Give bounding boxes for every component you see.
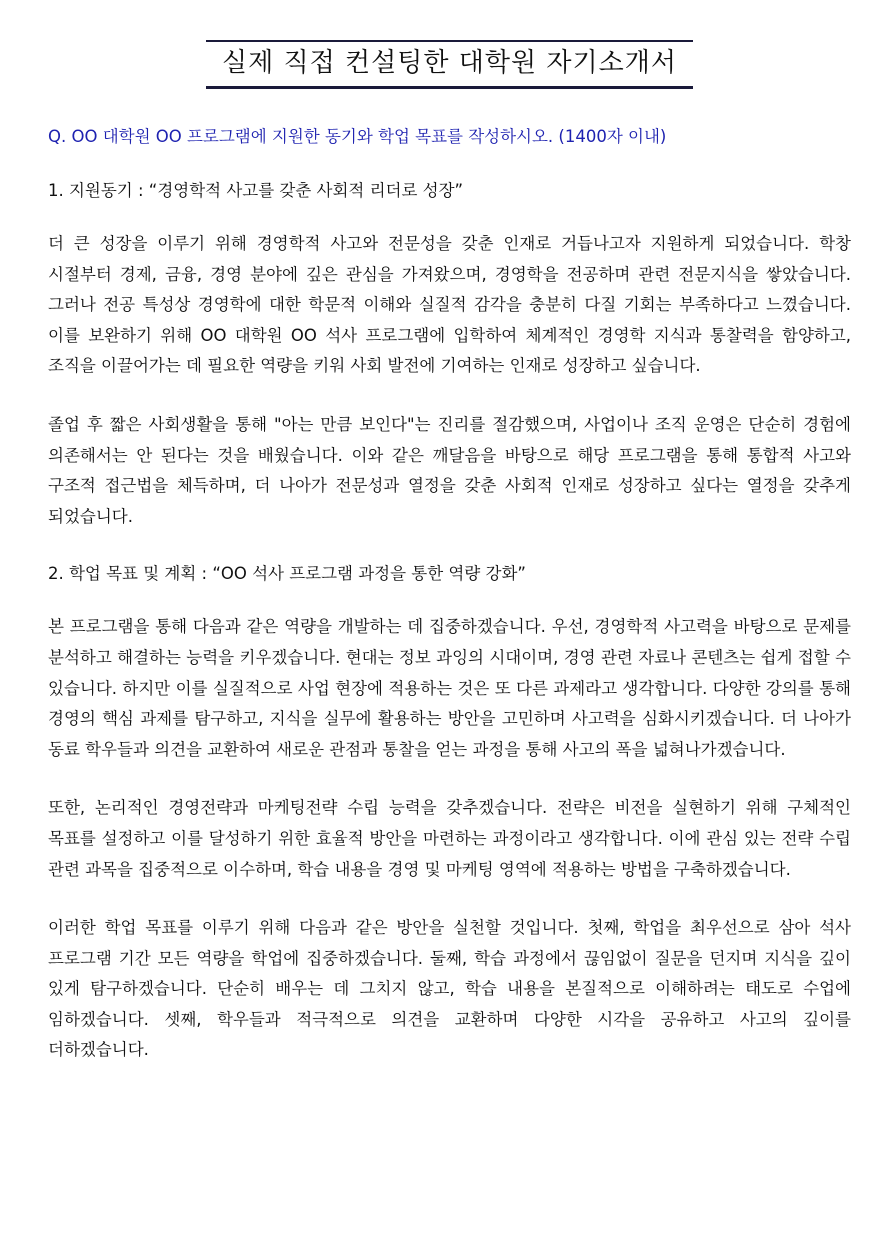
essay-question: Q. OO 대학원 OO 프로그램에 지원한 동기와 학업 목표를 작성하시오. (1400자 이내) bbox=[48, 127, 667, 146]
motivation-paragraph: 더 큰 성장을 이루기 위해 경영학적 사고와 전문성을 갖춘 인재로 거듭나고자 지원하게 되었습니다. 학창 시절부터 경제, 금융, 경영 분야에 깊은 관심을 가져왔으며, 경영학을 전공하며 관련 전문지식을 쌓았습니다. 그러나 전공 특성상 경영학에 대한 학문적 이해와 실질적 감각을 충분히 다질 기회는 부족하다고 느꼈습니다. 이를 보완하기 위해 OO 대학원 OO 석사 프로그램에 입학하여 체계적인 경영학 지식과 통찰력을 함양하고, 조직을 이끌어가는 데 필요한 역량을 키워 사회 발전에 기여하는 인재로 성장하고 싶습니다. bbox=[48, 234, 851, 376]
title-block bbox=[48, 0, 851, 89]
motivation-paragraph: 졸업 후 짧은 사회생활을 통해 "아는 만큼 보인다"는 진리를 절감했으며, 사업이나 조직 운영은 단순히 경험에 의존해서는 안 된다는 것을 배웠습니다. 이와 같은 깨달음을 바탕으로 해당 프로그램을 통해 통합적 사고와 구조적 접근법을 체득하며, 더 나아가 전문성과 열정을 갖춘 사회적 인재로 성장하고 싶다는 열정을 갖추게 되었습니다. bbox=[48, 414, 851, 526]
document-title: 실제 직접 컨설팅한 대학원 자기소개서 bbox=[206, 40, 693, 89]
study-plan-paragraph: 이러한 학업 목표를 이루기 위해 다음과 같은 방안을 실천할 것입니다. 첫째, 학업을 최우선으로 삼아 석사 프로그램 기간 모든 역량을 학업에 집중하겠습니다. 둘째, 학습 과정에서 끊임없이 질문을 던지며 지식을 깊이 있게 탐구하겠습니다. 단순히 배우는 데 그치지 않고, 학습 내용을 본질적으로 이해하려는 태도로 수업에 임하겠습니다. 셋째, 학우들과 적극적으로 의견을 교환하며 다양한 시각을 공유하고 사고의 깊이를 더하겠습니다. bbox=[48, 918, 851, 1060]
section-heading-study-plan: 2. 학업 목표 및 계획 : “OO 석사 프로그램 과정을 통한 역량 강화” bbox=[48, 564, 526, 584]
study-plan-paragraph: 또한, 논리적인 경영전략과 마케팅전략 수립 능력을 갖추겠습니다. 전략은 비전을 실현하기 위해 구체적인 목표를 설정하고 이를 달성하기 위한 효율적 방안을 마련하는 과정이라고 생각합니다. 이에 관심 있는 전략 수립 관련 과목을 집중적으로 이수하며, 학습 내용을 경영 및 마케팅 영역에 적용하는 방법을 구축하겠습니다. bbox=[48, 798, 851, 879]
study-plan-paragraph: 본 프로그램을 통해 다음과 같은 역량을 개발하는 데 집중하겠습니다. 우선, 경영학적 사고력을 바탕으로 문제를 분석하고 해결하는 능력을 키우겠습니다. 현대는 정보 과잉의 시대이며, 경영 관련 자료나 콘텐츠는 쉽게 접할 수 있습니다. 하지만 이를 실질적으로 사업 현장에 적용하는 것은 또 다른 과제라고 생각합니다. 다양한 강의를 통해 경영의 핵심 과제를 탐구하고, 지식을 실무에 활용하는 방안을 고민하며 사고력을 심화시키겠습니다. 더 나아가 동료 학우들과 의견을 교환하여 새로운 관점과 통찰을 얻는 과정을 통해 사고의 폭을 넓혀나가겠습니다. bbox=[48, 617, 851, 759]
section-heading-motivation: 1. 지원동기 : “경영학적 사고를 갖춘 사회적 리더로 성장” bbox=[48, 181, 464, 200]
